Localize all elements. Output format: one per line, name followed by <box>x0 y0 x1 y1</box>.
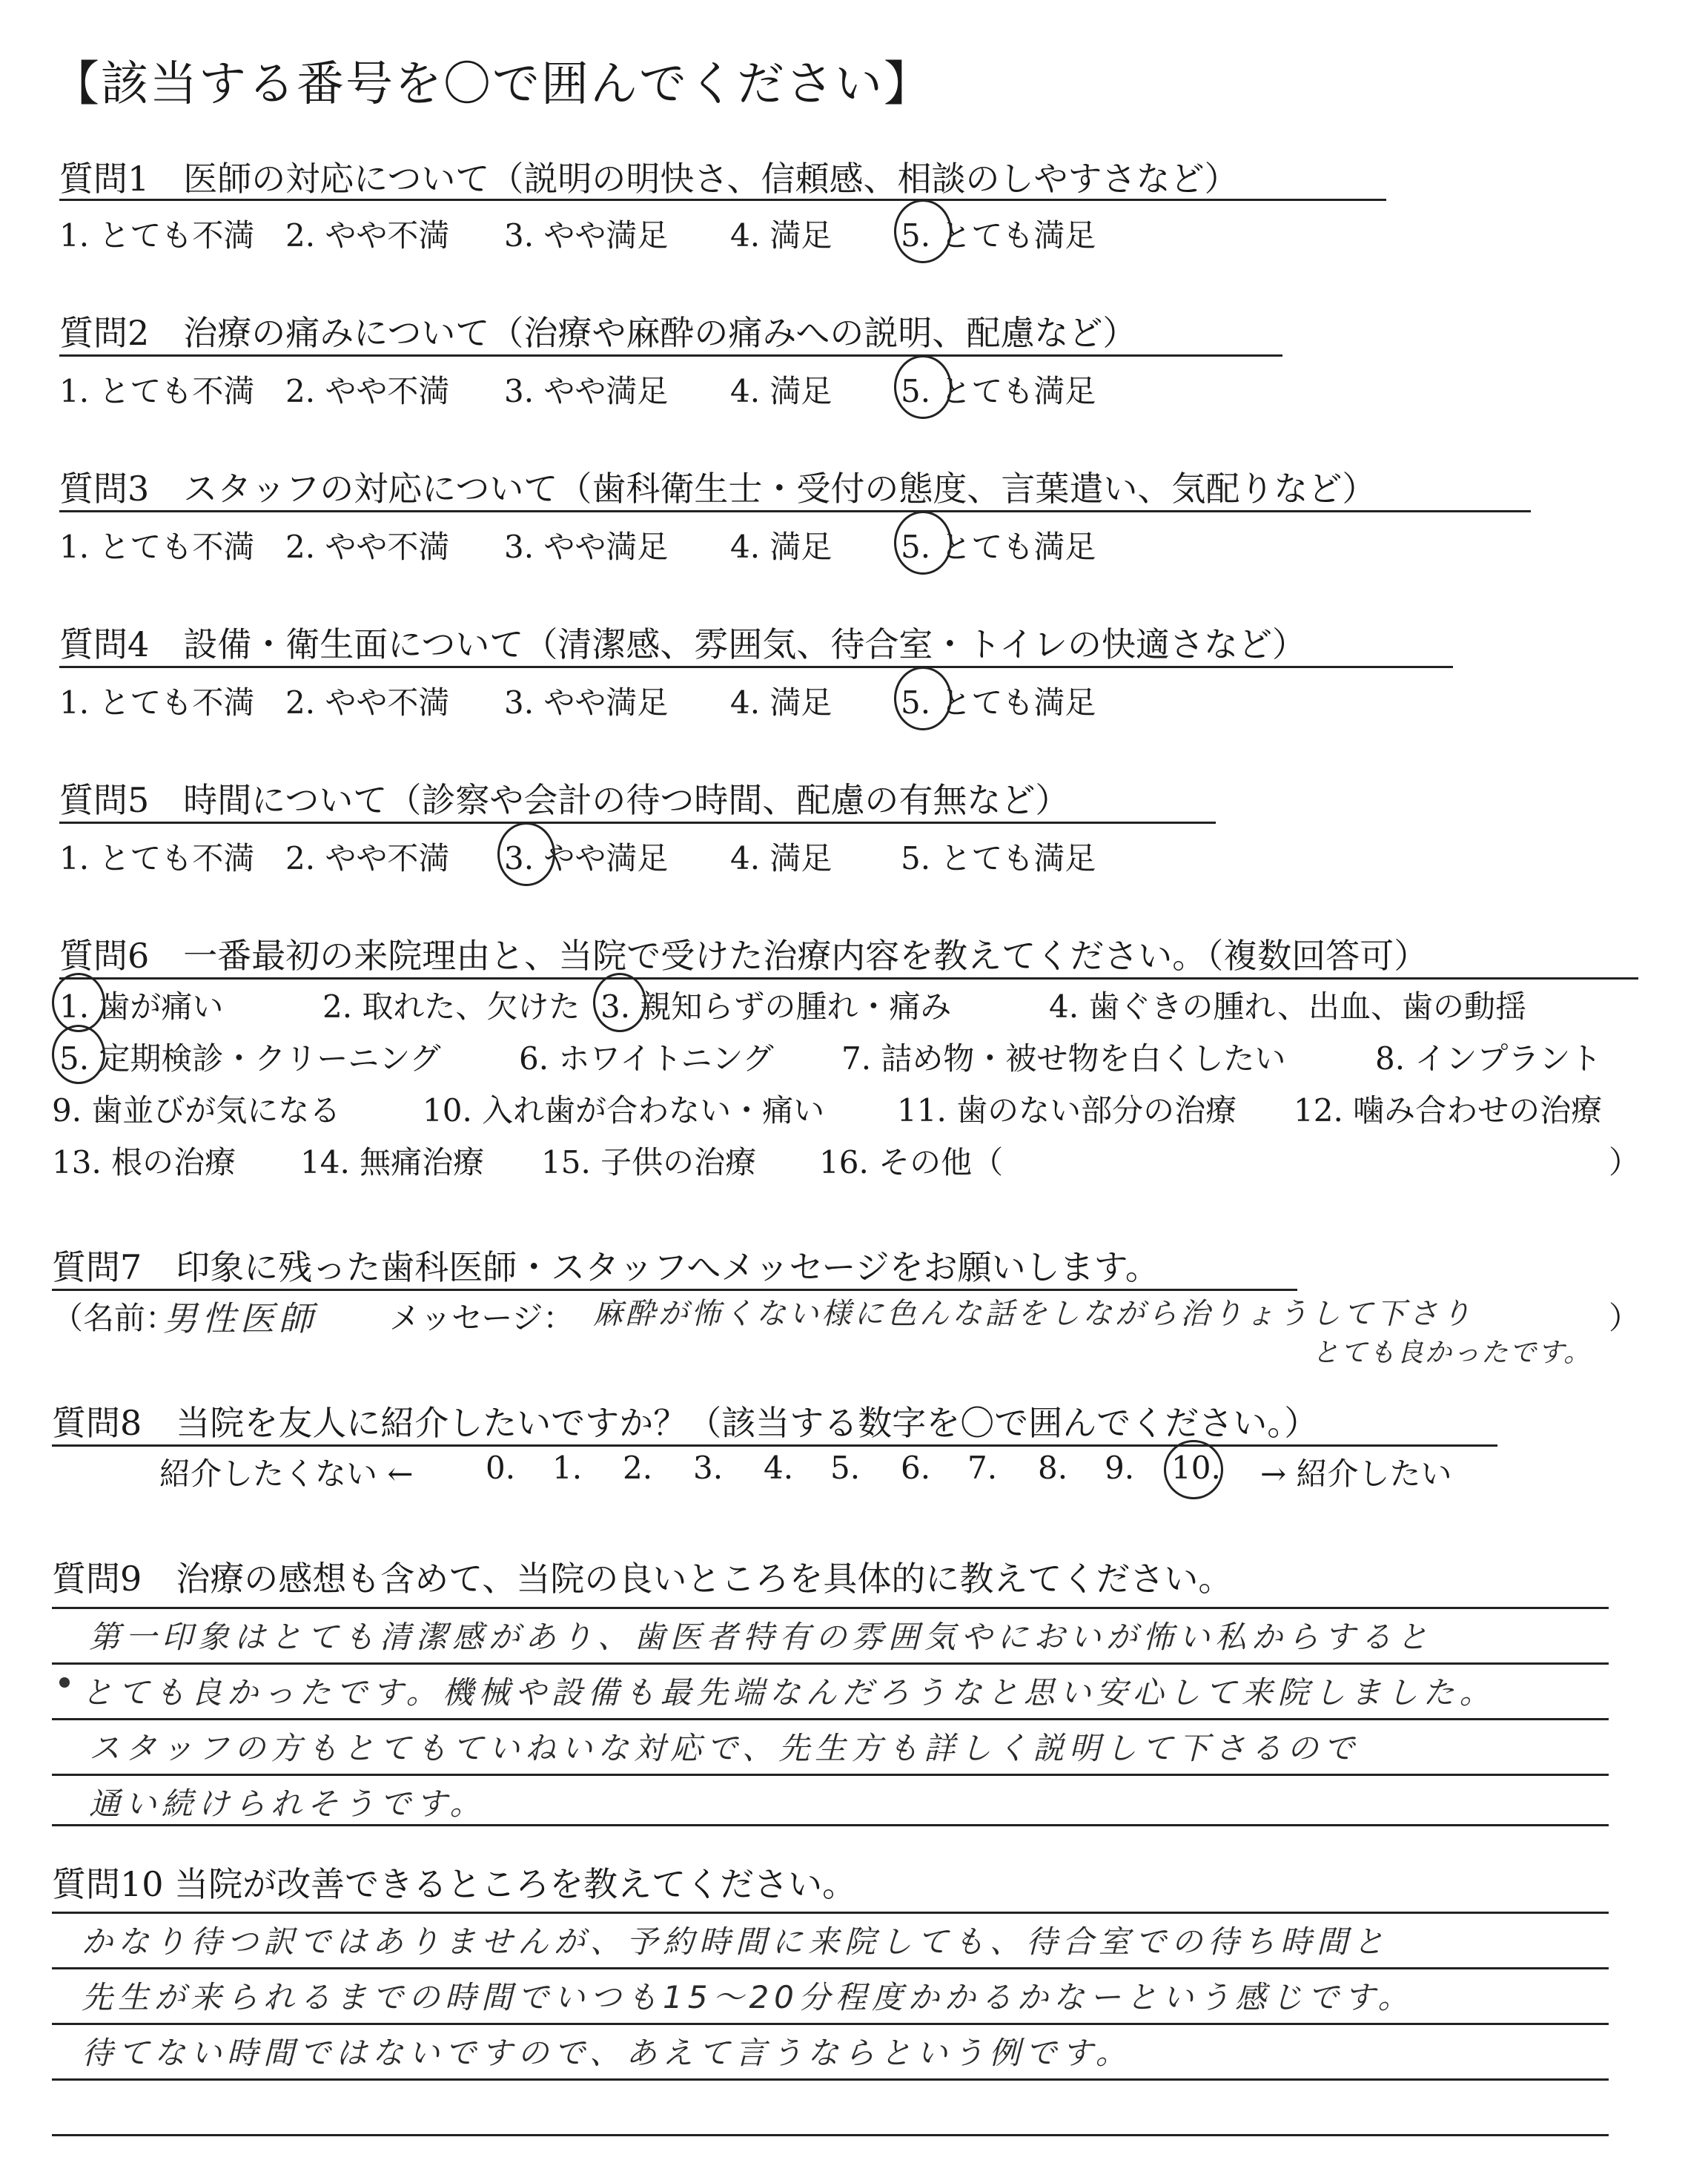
answer-rule <box>52 1607 1609 1609</box>
message-line-2: とても良かったです。 <box>1312 1338 1592 1368</box>
answer-rule <box>52 1824 1609 1826</box>
question-10-label: 質問10 当院が改善できるところを教えてください。 <box>52 1864 857 1904</box>
message-close-paren: ） <box>1609 1300 1641 1336</box>
rating-option-2: 2. やや不満 <box>285 684 450 721</box>
scale-value-3: 3. <box>693 1450 724 1486</box>
selected-circle-q6-1 <box>52 973 105 1032</box>
message-line-1: 麻酔が怖くない様に色んな話をしながら治りょうして下さり <box>593 1297 1474 1331</box>
scale-value-5: 5. <box>830 1450 861 1486</box>
question-9-label: 質問9 治療の感想も含めて、当院の良いところを具体的に教えてください。 <box>52 1559 1233 1599</box>
answer-rule <box>52 1967 1609 1969</box>
q6-option-14: 14. 無痛治療 <box>300 1144 485 1180</box>
question-7-label: 質問7 印象に残った歯科医師・スタッフへメッセージをお願いします。 <box>52 1247 1159 1287</box>
selected-circle-q8 <box>1164 1440 1223 1499</box>
question-1-label: 質問1 医師の対応について（説明の明快さ、信頼感、相談のしやすさなど） <box>59 159 1239 199</box>
rating-option-4: 4. 満足 <box>730 529 833 565</box>
answer-rule <box>52 1662 1609 1665</box>
scale-value-7: 7. <box>967 1450 998 1486</box>
question-2-underline <box>59 354 1282 357</box>
q6-option-10: 10. 入れ歯が合わない・痛い <box>423 1092 825 1129</box>
q6-option-1: 1. 歯が痛い <box>59 988 224 1025</box>
scale-value-9: 9. <box>1105 1450 1135 1486</box>
page-title: 【該当する番号を〇で囲んでください】 <box>52 57 933 112</box>
rating-option-1: 1. とても不満 <box>59 217 255 254</box>
q6-option-5: 5. 定期検診・クリーニング <box>59 1040 441 1077</box>
rating-option-4: 4. 満足 <box>730 373 833 409</box>
selected-circle <box>894 511 952 575</box>
answer-line-3: スタッフの方もとてもていねいな対応で、先生方も詳しく説明して下さるので <box>89 1730 1360 1766</box>
question-8-label: 質問8 当院を友人に紹介したいですか？（該当する数字を〇で囲んでください。） <box>52 1403 1319 1443</box>
rating-option-2: 2. やや不満 <box>285 373 450 409</box>
message-label: メッセージ： <box>389 1300 575 1336</box>
selected-circle <box>497 822 555 886</box>
rating-option-4: 4. 満足 <box>730 840 833 876</box>
question-6-label: 質問6 一番最初の来院理由と、当院で受けた治療内容を教えてください。（複数回答可） <box>59 936 1429 976</box>
answer-line-1: かなり待つ訳ではありませんが、予約時間に来院しても、待合室での待ち時間と <box>82 1923 1390 1960</box>
question-4-label: 質問4 設備・衛生面について（清潔感、雰囲気、待合室・トイレの快適さなど） <box>59 624 1307 664</box>
selected-circle <box>894 199 952 263</box>
answer-line-3: 待てない時間ではないですので、あえて言うならという例です。 <box>82 2035 1132 2071</box>
question-5-label: 質問5 時間について（診察や会計の待つ時間、配慮の有無など） <box>59 780 1070 820</box>
rating-option-2: 2. やや不満 <box>285 529 450 565</box>
scale-right-label: → 紹介したい <box>1260 1456 1452 1492</box>
rating-option-4: 4. 満足 <box>730 684 833 721</box>
answer-line-2: とても良かったです。機械や設備も最先端なんだろうなと思い安心して来院しました。 <box>82 1674 1496 1711</box>
answer-line-2: 先生が来られるまでの時間でいつも15～20分程度かかるかなーという感じです。 <box>82 1979 1414 2015</box>
answer-rule <box>52 1774 1609 1776</box>
rating-option-1: 1. とても不満 <box>59 529 255 565</box>
answer-rule <box>52 2134 1609 2136</box>
scale-value-4: 4. <box>764 1450 794 1486</box>
question-2-label: 質問2 治療の痛みについて（治療や麻酔の痛みへの説明、配慮など） <box>59 313 1137 353</box>
scale-value-8: 8. <box>1038 1450 1068 1486</box>
question-6-underline <box>59 977 1638 980</box>
rating-option-3: 3. やや満足 <box>504 217 669 254</box>
q6-option-15: 15. 子供の治療 <box>541 1144 757 1180</box>
scale-value-0: 0. <box>486 1450 516 1486</box>
selected-circle <box>894 355 952 419</box>
rating-option-5: 5. とても満足 <box>901 529 1096 565</box>
scale-value-2: 2. <box>623 1450 653 1486</box>
q6-option-9: 9. 歯並びが気になる <box>52 1092 341 1129</box>
q6-option-13: 13. 根の治療 <box>52 1144 236 1180</box>
rating-option-4: 4. 満足 <box>730 217 833 254</box>
rating-option-3: 3. やや満足 <box>504 373 669 409</box>
question-8-underline <box>52 1444 1497 1447</box>
rating-option-1: 1. とても不満 <box>59 840 255 876</box>
scale-value-1: 1. <box>552 1450 583 1486</box>
name-label: （名前： <box>52 1300 177 1336</box>
question-5-underline <box>59 822 1216 824</box>
answer-rule <box>52 1912 1609 1914</box>
rating-option-3: 3. やや満足 <box>504 840 669 876</box>
answer-rule <box>52 1718 1609 1720</box>
rating-option-2: 2. やや不満 <box>285 840 450 876</box>
q6-option-17: ） <box>1609 1144 1641 1180</box>
selected-circle-q6-5 <box>52 1025 105 1084</box>
bullet-mark-icon <box>59 1677 70 1688</box>
question-1-underline <box>59 199 1386 201</box>
answer-rule <box>52 2023 1609 2025</box>
answer-line-4: 通い続けられそうです。 <box>89 1786 486 1822</box>
answer-rule <box>52 2078 1609 2081</box>
q6-option-12: 12. 噛み合わせの治療 <box>1294 1092 1603 1129</box>
scale-value-6: 6. <box>901 1450 931 1486</box>
rating-option-1: 1. とても不満 <box>59 684 255 721</box>
q6-option-3: 3. 親知らずの腫れ・痛み <box>600 988 952 1025</box>
rating-option-5: 5. とても満足 <box>901 840 1096 876</box>
q6-option-2: 2. 取れた、欠けた <box>322 988 580 1025</box>
selected-circle-q6-3 <box>593 973 646 1032</box>
rating-option-3: 3. やや満足 <box>504 529 669 565</box>
rating-option-5: 5. とても満足 <box>901 684 1096 721</box>
rating-option-5: 5. とても満足 <box>901 373 1096 409</box>
q6-option-7: 7. 詰め物・被せ物を白くしたい <box>841 1040 1286 1077</box>
q6-option-8: 8. インプラント <box>1375 1040 1602 1077</box>
rating-option-2: 2. やや不満 <box>285 217 450 254</box>
q6-option-4: 4. 歯ぐきの腫れ、出血、歯の動揺 <box>1049 988 1526 1025</box>
rating-option-5: 5. とても満足 <box>901 217 1096 254</box>
name-value: 男性医師 <box>163 1298 317 1338</box>
q6-option-16: 16. その他（ <box>819 1144 1004 1180</box>
question-3-underline <box>59 510 1531 512</box>
q6-option-11: 11. 歯のない部分の治療 <box>897 1092 1237 1129</box>
rating-option-1: 1. とても不満 <box>59 373 255 409</box>
question-3-label: 質問3 スタッフの対応について（歯科衛生士・受付の態度、言葉遣い、気配りなど） <box>59 469 1377 509</box>
q6-option-6: 6. ホワイトニング <box>519 1040 774 1077</box>
question-4-underline <box>59 666 1453 668</box>
scale-value-10: 10. <box>1171 1450 1221 1486</box>
rating-option-3: 3. やや満足 <box>504 684 669 721</box>
scale-left-label: 紹介したくない ← <box>159 1456 414 1492</box>
selected-circle <box>894 667 952 730</box>
answer-line-1: 第一印象はとても清潔感があり、歯医者特有の雰囲気やにおいが怖い私からすると <box>89 1619 1434 1655</box>
